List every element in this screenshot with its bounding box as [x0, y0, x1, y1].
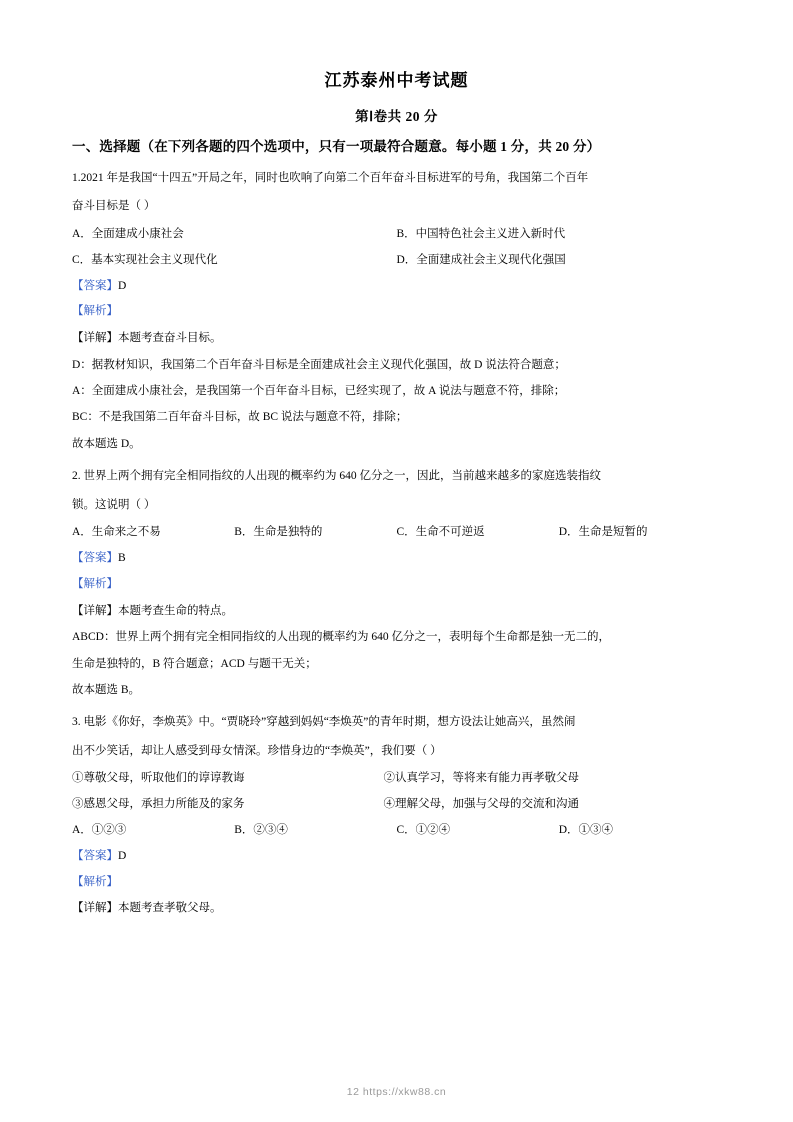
analysis-label-line [72, 574, 721, 596]
answer-label: 【答案】 [72, 279, 118, 292]
question-block-2 [72, 465, 721, 701]
option-d: D．生命是短暂的 [558, 526, 648, 539]
sub-options-row [72, 768, 721, 790]
analysis-line: ABCD：世界上两个拥有完全相同指纹的人出现的概率约为 640 亿分之一，表明每个生命都是独一无二的， [72, 631, 610, 644]
options-row [72, 224, 721, 246]
sub-option-3: ③感恩父母，承担力所能及的家务 [72, 798, 245, 811]
answer-label: 【答案】 [72, 552, 118, 565]
option-d: D．全面建成社会主义现代化强国 [396, 253, 566, 266]
analysis-line: 生命是独特的，B 符合题意；ACD 与题干无关； [72, 657, 317, 670]
options-row [72, 522, 721, 544]
option-d: D．①③④ [558, 823, 614, 836]
analysis-line: BC：不是我国第二百年奋斗目标，故 BC 说法与题意不符，排除； [72, 411, 408, 424]
answer-value: B [118, 552, 126, 565]
option-c: C．①②④ [396, 823, 451, 836]
answer-line [72, 846, 721, 868]
question-stem-text: 2021 年是我国“十四五”开局之年，同时也吹响了向第二个百年奋斗目标进军的号角，我国第二个百年 [80, 172, 589, 184]
answer-line [72, 276, 721, 298]
detail-label: 【详解】 [72, 604, 118, 617]
question-number: 2. [72, 470, 81, 483]
page-title: 江苏泰州中考试题 [324, 71, 469, 90]
option-c: C．生命不可逆返 [396, 526, 485, 539]
detail-label: 【详解】 [72, 902, 118, 915]
analysis-label-line [72, 301, 721, 323]
question-stem-cont: 奋斗目标是（ ） [72, 200, 156, 213]
option-b: B．生命是独特的 [234, 526, 323, 539]
sub-option-1: ①尊敬父母，听取他们的谆谆教诲 [72, 772, 245, 785]
detail-line [72, 600, 721, 622]
question-number: 1. [72, 172, 81, 184]
analysis-line: 故本题选 D。 [72, 437, 141, 450]
sub-option-4: ④理解父母，加强与父母的交流和沟通 [383, 798, 580, 811]
option-b: B．②③④ [234, 823, 288, 836]
answer-line [72, 548, 721, 570]
question-stem [72, 711, 721, 733]
options-row [72, 250, 721, 272]
sub-option-2: ②认真学习，等将来有能力再孝敬父母 [383, 772, 580, 785]
option-b: B．中国特色社会主义进入新时代 [396, 227, 566, 240]
analysis-label: 【解析】 [72, 577, 118, 590]
question-stem-text: 电影《你好，李焕英》中。“贾晓玲”穿越到妈妈“李焕英”的青年时期，想方设法让她高兴，虽然闹 [83, 716, 576, 729]
detail-text: 本题考查孝敬父母。 [118, 902, 222, 915]
analysis-label: 【解析】 [72, 875, 118, 888]
sub-options-row [72, 794, 721, 816]
analysis-label: 【解析】 [72, 305, 118, 318]
option-c: C．基本实现社会主义现代化 [72, 253, 218, 266]
detail-line [72, 897, 721, 919]
analysis-label-line [72, 872, 721, 894]
option-a: A．①②③ [72, 823, 127, 836]
question-stem [72, 167, 721, 189]
question-stem-text: 世界上两个拥有完全相同指纹的人出现的概率约为 640 亿分之一，因此，当前越来越多的家庭选装指纹 [83, 470, 601, 483]
detail-label: 【详解】 [72, 332, 118, 345]
option-a: A．全面建成小康社会 [72, 227, 184, 240]
analysis-line: 故本题选 B。 [72, 683, 141, 696]
question-stem-cont: 锁。这说明（ ） [72, 498, 156, 511]
analysis-line: D：据教材知识，我国第二个百年奋斗目标是全面建成社会主义现代化强国，故 D 说法符合题意； [72, 358, 566, 371]
question-block-3 [72, 711, 721, 919]
question-stem [72, 465, 721, 487]
page-footer: 12 https://xkw88.cn [346, 1086, 447, 1098]
section-header: 第Ⅰ卷共 20 分 [355, 109, 438, 124]
analysis-line: A：全面建成小康社会，是我国第一个百年奋斗目标，已经实现了，故 A 说法与题意不符，排除； [72, 385, 566, 398]
answer-value: D [118, 849, 127, 862]
part-one-heading: 一、选择题（在下列各题的四个选项中，只有一项最符合题意。每小题 1 分，共 20 分） [72, 139, 601, 154]
question-block-1 [72, 167, 721, 455]
question-stem-cont: 出不少笑话，却让人感受到母女情深。珍惜身边的“李焕英”，我们要（ ） [72, 744, 442, 757]
detail-text: 本题考查奋斗目标。 [118, 332, 222, 345]
detail-text: 本题考查生命的特点。 [118, 604, 233, 617]
options-row [72, 820, 721, 842]
answer-label: 【答案】 [72, 849, 118, 862]
question-number: 3. [72, 716, 81, 729]
detail-line [72, 327, 721, 349]
option-a: A．生命来之不易 [72, 526, 161, 539]
answer-value: D [118, 279, 127, 292]
